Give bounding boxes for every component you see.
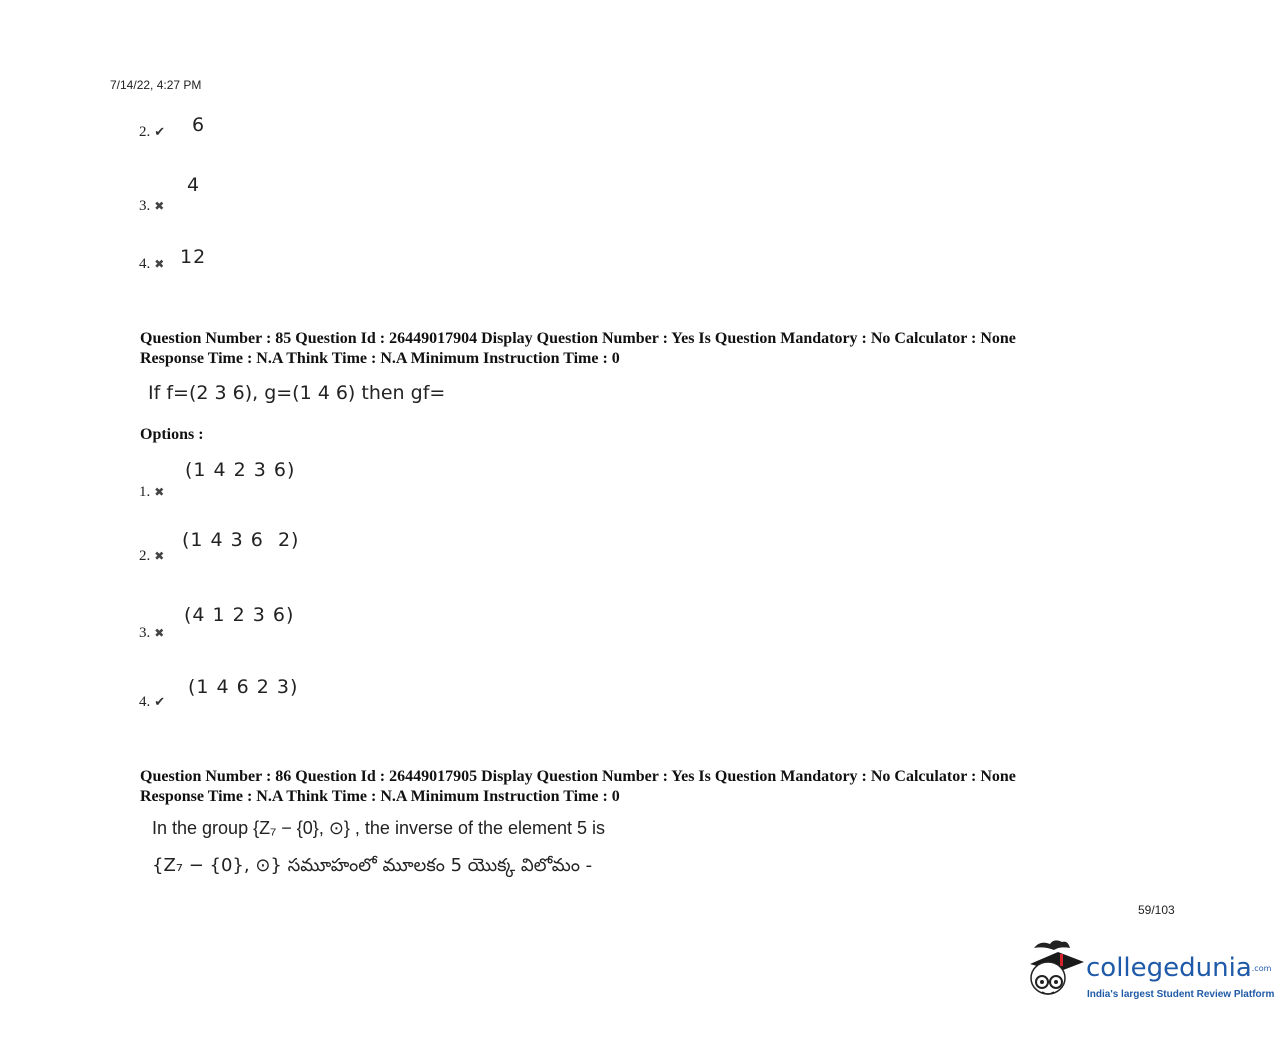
option-number: 2. (139, 124, 151, 140)
cross-icon: ✖ (154, 199, 165, 213)
option-4 (139, 693, 165, 711)
check-icon: ✔ (154, 694, 166, 709)
brand-suffix: .com (1251, 964, 1272, 973)
option-number: 4. (139, 256, 151, 272)
options-label: Options : (140, 426, 204, 443)
option-number: 3. (139, 625, 151, 641)
cross-icon: ✖ (154, 485, 165, 499)
question-meta-line1: Question Number : 86 Question Id : 26449017905 Display Question Number : Yes Is Question Mandatory : No Calculator : None (140, 768, 1016, 785)
prev-option-4 (139, 255, 164, 273)
option-value: 4 (187, 174, 201, 196)
option-number: 3. (139, 198, 151, 214)
option-number: 2. (139, 548, 151, 564)
question-text-english: In the group {Z₇ − {0}, ⊙} , the inverse of the element 5 is (152, 818, 606, 838)
question-meta-line1: Question Number : 85 Question Id : 26449017904 Display Question Number : Yes Is Question Mandatory : No Calculator : None (140, 330, 1016, 347)
check-icon: ✔ (154, 124, 166, 139)
option-number: 4. (139, 694, 151, 710)
cross-icon: ✖ (154, 626, 165, 640)
cross-icon: ✖ (154, 257, 165, 271)
brand-name (1086, 953, 1271, 983)
option-value: 12 (180, 246, 207, 268)
brand-wordmark: collegedunia (1086, 953, 1252, 983)
option-value: (4 1 2 3 6) (184, 604, 295, 626)
question-meta-line2: Response Time : N.A Think Time : N.A Minimum Instruction Time : 0 (140, 350, 620, 367)
question-meta-line2: Response Time : N.A Think Time : N.A Minimum Instruction Time : 0 (140, 788, 620, 805)
option-value: (1 4 2 3 6) (185, 459, 296, 481)
question-text-telugu: {Z₇ − {0}, ⊙} సమూహంలో మూలకం 5 యొక్క విలోమం - (152, 855, 593, 876)
option-value: 6 (192, 114, 206, 136)
prev-option-3 (139, 197, 164, 215)
option-2 (139, 547, 164, 565)
option-3 (139, 624, 164, 642)
cross-icon: ✖ (154, 549, 165, 563)
option-value: (1 4 6 2 3) (188, 676, 299, 698)
option-1 (139, 483, 164, 501)
option-value: (1 4 3 6 2) (182, 529, 300, 551)
print-timestamp: 7/14/22, 4:27 PM (110, 78, 202, 92)
brand-tagline: India's largest Student Review Platform (1087, 989, 1275, 1000)
option-number: 1. (139, 484, 151, 500)
page-number: 59/103 (1138, 903, 1175, 917)
collegedunia-mascot-icon (1024, 938, 1088, 1006)
prev-option-2 (139, 123, 165, 141)
question-text: If f=(2 3 6), g=(1 4 6) then gf= (148, 382, 446, 404)
